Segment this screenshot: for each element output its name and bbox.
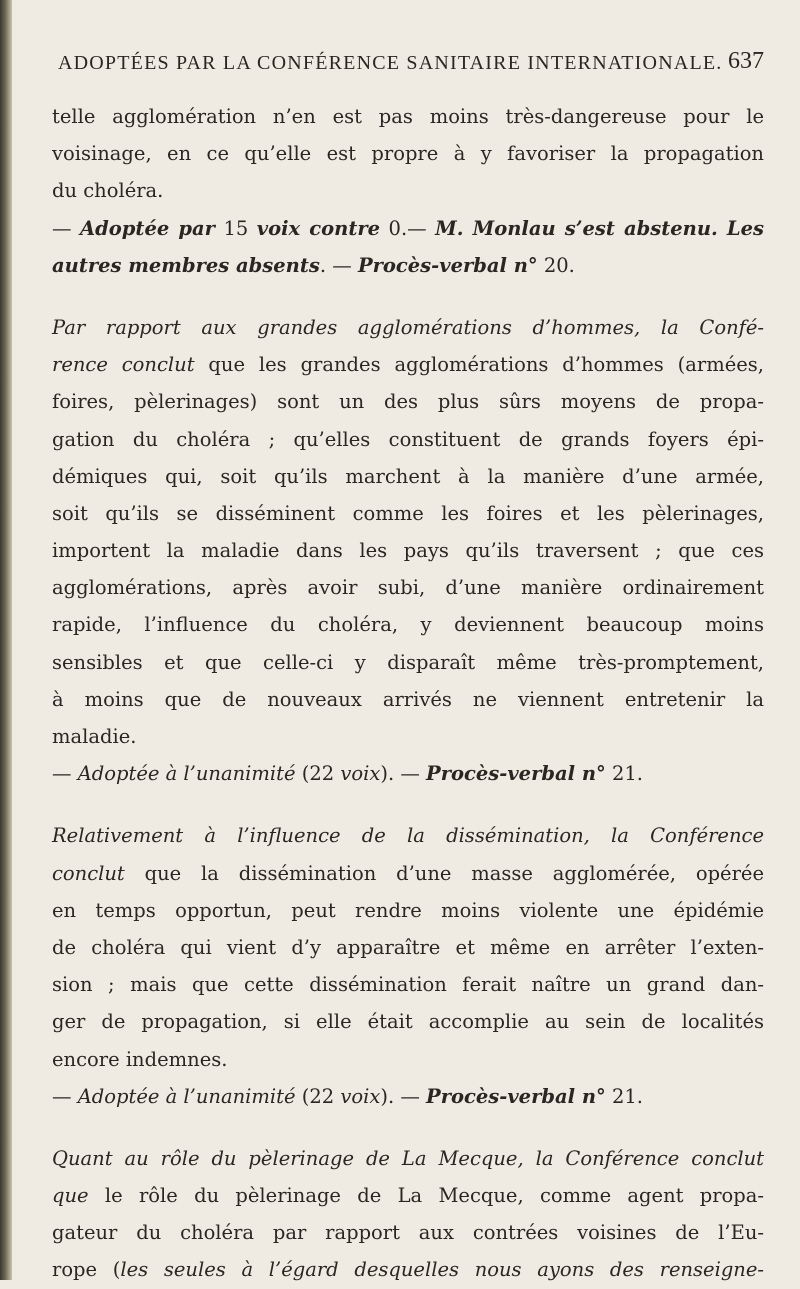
text-run: Procès-verbal n° xyxy=(357,253,538,277)
text-run: rapide, l’influence du choléra, y deviennent beaucoup moins xyxy=(52,613,764,637)
page-number: 637 xyxy=(728,48,764,74)
text-run: importent la maladie dans les pays qu’ils traversent ; que ces xyxy=(52,539,764,563)
text-run: sensibles et que celle-ci y disparaît même très-promptement, xyxy=(52,650,764,674)
text-run: — xyxy=(52,762,78,786)
text-run: Adoptée à l’unanimité xyxy=(77,1084,296,1108)
text-run: 20. xyxy=(537,253,575,277)
text-line xyxy=(52,569,764,606)
text-line xyxy=(52,1003,764,1040)
text-run: foires, pèlerinages) sont un des plus sûrs moyens de propa- xyxy=(52,390,764,414)
text-run: Quant au rôle du pèlerinage de La Mecque, la Conférence conclut xyxy=(52,1146,764,1170)
text-line xyxy=(52,98,764,135)
text-run: à moins que de nouveaux arrivés ne viennent entretenir la xyxy=(52,687,764,711)
text-line xyxy=(52,929,764,966)
text-line xyxy=(52,966,764,1003)
text-line xyxy=(52,817,764,854)
text-run: le rôle du pèlerinage de La Mecque, comme agent propa- xyxy=(88,1184,764,1208)
text-line xyxy=(52,135,764,172)
text-run: ). — xyxy=(380,1084,427,1108)
text-line xyxy=(52,644,764,681)
text-run: que la dissémination d’une masse agglomérée, opérée xyxy=(124,861,764,885)
text-run: 21. xyxy=(605,762,643,786)
text-run: — xyxy=(52,216,81,240)
text-run: ger de propagation, si elle était accomplie au sein de localités xyxy=(52,1010,764,1034)
text-run: 0.— xyxy=(380,216,436,240)
text-run: Procès-verbal n° xyxy=(426,1084,606,1108)
text-run: autres membres absents xyxy=(52,253,320,277)
text-run: telle agglomération n’en est pas moins très-dangereuse pour le xyxy=(52,105,764,128)
text-run: voix xyxy=(340,1084,381,1108)
text-run: rope ( xyxy=(52,1258,121,1282)
text-run: voix xyxy=(340,762,381,786)
adoption-note xyxy=(52,1078,764,1115)
text-run: encore indemnes. xyxy=(52,1047,228,1071)
text-run: que xyxy=(52,1184,89,1208)
text-run: sion ; mais que cette dissémination ferait naître un grand dan- xyxy=(52,973,764,997)
text-run: Adoptée à l’unanimité xyxy=(77,762,296,786)
text-run: gateur du choléra par rapport aux contrées voisines de l’Eu- xyxy=(52,1221,764,1245)
page-binding-shadow xyxy=(0,0,12,1280)
text-line xyxy=(52,421,764,458)
text-run: soit qu’ils se disséminent comme les foires et les pèlerinages, xyxy=(52,501,764,525)
text-line xyxy=(52,1041,764,1078)
text-run: en temps opportun, peut rendre moins violente une épidémie xyxy=(52,898,764,922)
text-run: 15 xyxy=(214,216,257,240)
text-run: voisinage, en ce qu’elle est propre à y favoriser la propagation xyxy=(52,142,764,166)
text-line xyxy=(52,892,764,929)
text-run: conclut xyxy=(52,861,125,885)
text-run: de choléra qui vient d’y apparaître et même en arrêter l’exten- xyxy=(52,935,764,959)
text-run: Relativement à l’influence de la dissémination, la Conférence xyxy=(52,824,764,848)
text-line xyxy=(52,532,764,569)
text-run: 21. xyxy=(605,1084,643,1108)
text-run: les seules à l’égard desquelles nous ayons des renseigne- xyxy=(120,1258,764,1282)
text-line xyxy=(52,1251,764,1288)
text-run: que les grandes agglomérations d’hommes (armées, xyxy=(194,353,764,377)
text-run: Procès-verbal n° xyxy=(426,762,606,786)
text-line xyxy=(52,346,764,383)
text-line xyxy=(52,495,764,532)
text-run: démiques qui, soit qu’ils marchent à la manière d’une armée, xyxy=(52,464,764,488)
text-line xyxy=(52,855,764,892)
adoption-note xyxy=(52,755,764,792)
body-text xyxy=(52,98,764,1289)
text-line xyxy=(52,309,764,346)
text-line xyxy=(52,681,764,718)
text-line xyxy=(52,1177,764,1214)
text-run: (22 xyxy=(295,1084,341,1108)
text-line xyxy=(52,1140,764,1177)
text-run: voix contre xyxy=(256,216,381,240)
text-run: (22 xyxy=(295,762,341,786)
text-line xyxy=(52,1214,764,1251)
running-title: ADOPTÉES PAR LA CONFÉRENCE SANITAIRE INTERNATIONALE. xyxy=(58,52,723,74)
text-run: rence conclut xyxy=(52,353,195,377)
adoption-note xyxy=(52,210,764,247)
text-line xyxy=(52,172,764,209)
text-run: gation du choléra ; qu’elles constituent de grands foyers épi- xyxy=(52,427,764,451)
text-run: — xyxy=(52,1084,78,1108)
text-run: du choléra. xyxy=(52,179,164,203)
text-run: Par rapport aux grandes agglomérations d’hommes, la Confé- xyxy=(52,315,764,339)
adoption-note xyxy=(52,247,764,284)
text-line xyxy=(52,718,764,755)
text-line xyxy=(52,383,764,420)
text-run: Adoptée par xyxy=(80,216,215,240)
text-run: M. Monlau s’est abstenu. Les xyxy=(435,216,765,240)
page-header xyxy=(58,48,764,82)
text-run: . — xyxy=(319,253,358,277)
text-run: agglomérations, après avoir subi, d’une manière ordinairement xyxy=(52,576,764,600)
text-run: ). — xyxy=(380,762,427,786)
text-line xyxy=(52,606,764,643)
text-run: maladie. xyxy=(52,725,137,748)
text-line xyxy=(52,458,764,495)
